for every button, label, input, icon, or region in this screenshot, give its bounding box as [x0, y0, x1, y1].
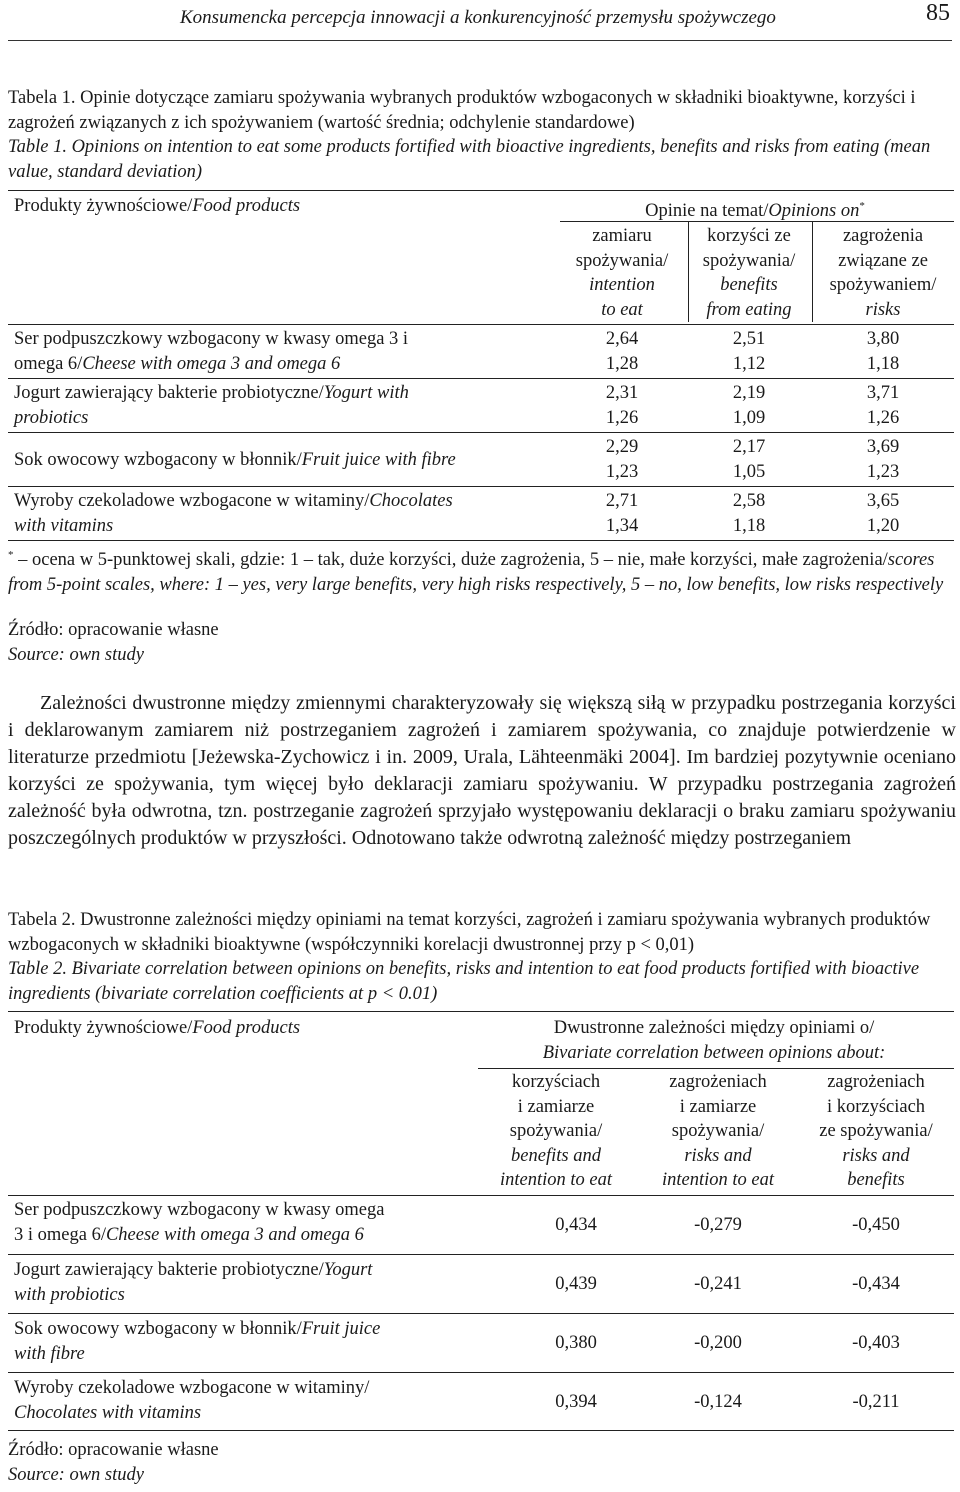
table1-cell: 2,29 1,23 — [605, 437, 639, 482]
table1-bottom-rule — [8, 540, 954, 541]
table2-caption-pl: Tabela 2. Dwustronne zależności między opiniami na temat korzyści, zagrożeń i zamiaru spożywania wybranych produktów wzbogaconych w składniki bioaktywne (współczynniki korelacji dwustronnej przy p < 0,01) — [8, 910, 931, 955]
table2-cell: -0,434 — [852, 1274, 900, 1294]
table2-group-rule — [478, 1068, 954, 1069]
table2-sub-risks-intention: zagrożeniach i zamiarze spożywania/ risks and intention to eat — [661, 1072, 774, 1190]
table2-row-cheese-label: Ser podpuszczkowy wzbogacony w kwasy omega 3 i omega 6/Cheese with omega 3 and omega 6 — [14, 1200, 385, 1245]
table1-header-rule — [8, 324, 954, 325]
table2-cell: -0,124 — [694, 1392, 742, 1412]
table1-cell: 2,31 1,26 — [605, 383, 639, 428]
table1-row-rule — [8, 486, 954, 487]
table1-caption-pl: Tabela 1. Opinie dotyczące zamiaru spożywania wybranych produktów wzbogaconych w składniki bioaktywne, korzyści i zagrożeń związanych z ich spożywaniem (wartość średnia; odchylenie standardowe) — [8, 88, 916, 133]
table1-row-yogurt-label: Jogurt zawierający bakterie probiotyczne/Yogurt with probiotics — [14, 383, 409, 428]
table2-col-products: Produkty żywnościowe/Food products — [14, 1018, 301, 1038]
table2-group-header: Dwustronne zależności między opiniami o/ Bivariate correlation between opinions about: — [542, 1018, 886, 1063]
table1-col-divider — [688, 222, 689, 322]
table2-caption — [8, 908, 956, 1006]
table1-row-juice-label: Sok owocowy wzbogacony w błonnik/Fruit juice with fibre — [14, 450, 456, 470]
table1-cell: 3,69 1,23 — [866, 437, 900, 482]
table2-caption-en: Table 2. Bivariate correlation between opinions on benefits, risks and intention to eat food products fortified with bioactive ingredients (bivariate correlation coefficients at p < 0.01) — [8, 959, 920, 1004]
table2-row-rule — [8, 1372, 954, 1373]
table1-cell: 2,58 1,18 — [732, 491, 766, 536]
table2-cell: 0,439 — [555, 1274, 597, 1294]
table1-group-rule — [560, 221, 954, 222]
table2-top-rule — [8, 1011, 954, 1012]
table2-sub-benefits-intention: korzyściach i zamiarze spożywania/ benefits and intention to eat — [499, 1072, 612, 1190]
table1-cell: 2,51 1,12 — [732, 329, 766, 374]
table1-top-rule — [8, 190, 954, 191]
table1-col-products: Produkty żywnościowe/Food products — [14, 196, 301, 216]
table1-row-chocolate-label: Wyroby czekoladowe wzbogacone w witaminy/Chocolates with vitamins — [14, 491, 453, 536]
table2-header-rule — [8, 1195, 954, 1196]
table1-cell: 2,64 1,28 — [605, 329, 639, 374]
table1-row-cheese-label: Ser podpuszczkowy wzbogacony w kwasy omega 3 i omega 6/Cheese with omega 3 and omega 6 — [14, 329, 409, 374]
table1-caption — [8, 86, 956, 184]
table2-bottom-rule — [8, 1430, 954, 1431]
table1-row-rule — [8, 378, 954, 379]
table2-cell: 0,394 — [555, 1392, 597, 1412]
table2-source: Źródło: opracowanie własne Source: own study — [8, 1440, 219, 1485]
table2-cell: -0,200 — [694, 1333, 742, 1353]
table2-cell: -0,211 — [852, 1392, 900, 1412]
running-title: Konsumencka percepcja innowacji a konkurencyjność przemysłu spożywczego — [180, 7, 776, 28]
table2-row-chocolate-label: Wyroby czekoladowe wzbogacone w witaminy/ Chocolates with vitamins — [14, 1378, 370, 1423]
table1-sub-risks: zagrożenia związane ze spożywaniem/ risks — [829, 226, 937, 320]
table2-row-rule — [8, 1313, 954, 1314]
table1-cell: 2,71 1,34 — [605, 491, 639, 536]
table1-cell: 3,65 1,20 — [866, 491, 900, 536]
table1-footnote: * – ocena w 5-punktowej skali, gdzie: 1 – tak, duże korzyści, duże zagrożenia, 5 – nie, małe korzyści, małe zagrożenia/scores from 5-point scales, where: 1 – yes, very large benefits, very high risks respectively, 5 – no, low benefits, low risks respectively — [8, 549, 944, 596]
table1-cell: 3,71 1,26 — [866, 383, 900, 428]
running-header — [8, 0, 952, 41]
table1-cell: 2,17 1,05 — [732, 437, 766, 482]
table1-caption-en: Table 1. Opinions on intention to eat some products fortified with bioactive ingredients, benefits and risks from eating (mean value, standard deviation) — [8, 137, 931, 182]
body-paragraph: Zależności dwustronne między zmiennymi charakteryzowały się większą siłą w przypadku postrzegania korzyści i deklarowanym zamiarem niż postrzeganiem zagrożeń i zamiarem spożywania, co znajduje potwierdzenie w literaturze przedmiotu [Jeżewska-Zychowicz i in. 2009, Urala, Lähteenmäki 2004]. Im bardziej pozytywnie oceniano korzyści ze spożywania, tym więcej było deklaracji zamiaru spożywaniu. W przypadku postrzegania zagrożeń zależność była odwrotna, tzn. postrzeganie zagrożeń sprzyjało występowaniu deklaracji o braku zamiaru spożywaniu poszczególnych produktów w przyszłości. Odnotowano także odwrotną zależność między postrzeganiem — [8, 692, 956, 849]
table2-cell: -0,450 — [852, 1215, 900, 1235]
table2-sub-risks-benefits: zagrożeniach i korzyściach ze spożywania/ risks and benefits — [819, 1072, 933, 1190]
table1-cell: 3,80 1,18 — [866, 329, 900, 374]
table2-row-yogurt-label: Jogurt zawierający bakterie probiotyczne/Yogurt with probiotics — [14, 1260, 373, 1305]
table2-row-rule — [8, 1254, 954, 1255]
table1-row-rule — [8, 432, 954, 433]
table2-cell: -0,403 — [852, 1333, 900, 1353]
page-number: 85 — [926, 0, 950, 26]
table1-cell: 2,19 1,09 — [732, 383, 766, 428]
table1-source: Źródło: opracowanie własne Source: own study — [8, 620, 219, 665]
table2-cell: -0,241 — [694, 1274, 742, 1294]
table2-cell: -0,279 — [694, 1215, 742, 1235]
table2-cell: 0,380 — [555, 1333, 597, 1353]
table1-col-divider — [812, 222, 813, 322]
table2-row-juice-label: Sok owocowy wzbogacony w błonnik/Fruit juice with fibre — [14, 1319, 381, 1364]
table1-sub-benefits: korzyści ze spożywania/ benefits from eating — [702, 226, 796, 320]
table1-group-header: Opinie na temat/Opinions on* — [645, 200, 865, 222]
table1-sub-intention: zamiaru spożywania/ intention to eat — [575, 226, 669, 320]
table2-cell: 0,434 — [555, 1215, 597, 1235]
